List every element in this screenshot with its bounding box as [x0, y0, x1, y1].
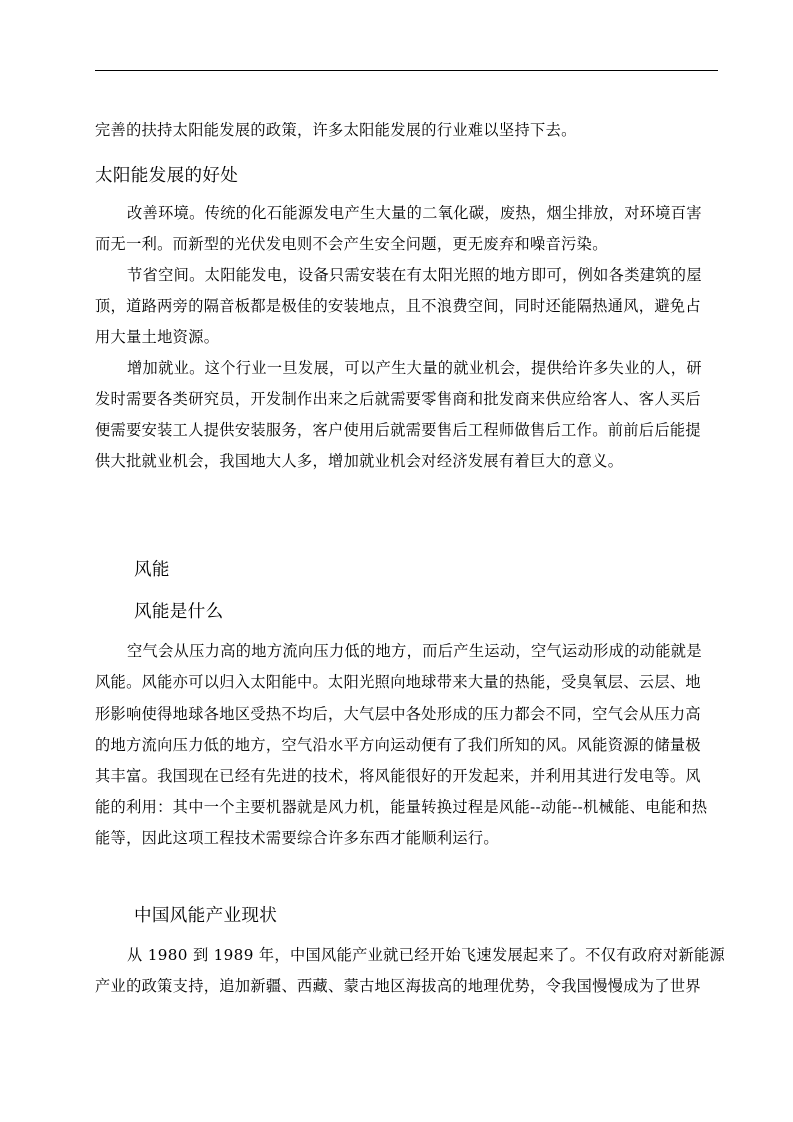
paragraph-line: 能等，因此这项工程技术需要综合许多东西才能顺利运行。: [95, 829, 499, 847]
section-heading-wind: 风能: [134, 560, 170, 580]
paragraph-line: 而无一利。而新型的光伏发电则不会产生安全问题，更无废弃和噪音污染。: [95, 235, 608, 253]
paragraph-line: 的地方流向压力低的地方，空气沿水平方向运动便有了我们所知的风。风能资源的储量极: [95, 736, 701, 754]
paragraph-line: 能的利用：其中一个主要机器就是风力机，能量转换过程是风能--动能--机械能、电能和热: [95, 798, 708, 816]
section-heading-china-wind: 中国风能产业现状: [134, 906, 278, 926]
paragraph-line: 供大批就业机会，我国地大人多，增加就业机会对经济发展有着巨大的意义。: [95, 452, 624, 470]
paragraph-line: 发时需要各类研究员，开发制作出来之后就需要零售商和批发商来供应给客人、客人买后: [95, 390, 701, 408]
paragraph-line: 节省空间。太阳能发电，设备只需安装在有太阳光照的地方即可，例如各类建筑的屋: [127, 266, 702, 284]
continuation-line: 完善的扶持太阳能发展的政策，许多太阳能发展的行业难以坚持下去。: [95, 121, 577, 139]
paragraph-line: 风能。风能亦可以归入太阳能中。太阳光照向地球带来大量的热能，受臭氧层、云层、地: [95, 673, 701, 691]
paragraph-line: 便需要安装工人提供安装服务，客户使用后就需要售后工程师做售后工作。前前后后能提: [95, 421, 701, 439]
paragraph-line: 空气会从压力高的地方流向压力低的地方，而后产生运动，空气运动形成的动能就是: [127, 642, 702, 660]
paragraph-line: 其丰富。我国现在已经有先进的技术，将风能很好的开发起来，并利用其进行发电等。风: [95, 767, 701, 785]
paragraph-line: 改善环境。传统的化石能源发电产生大量的二氧化碳，废热，烟尘排放，对环境百害: [127, 204, 702, 222]
paragraph-line: 增加就业。这个行业一旦发展，可以产生大量的就业机会，提供给许多失业的人，研: [127, 359, 702, 377]
paragraph-line: 形影响使得地球各地区受热不均后，大气层中各处形成的压力都会不同，空气会从压力高: [95, 705, 701, 723]
header-rule: [95, 70, 718, 71]
paragraph-line: 产业的政策支持，追加新疆、西藏、蒙古地区海拔高的地理优势，令我国慢慢成为了世界: [95, 977, 701, 995]
paragraph-line: 顶，道路两旁的隔音板都是极佳的安装地点，且不浪费空间，同时还能隔热通风，避免占: [95, 297, 701, 315]
paragraph-line: 从 1980 到 1989 年，中国风能产业就已经开始飞速发展起来了。不仅有政府对新能源: [127, 946, 726, 964]
section-heading-solar-benefits: 太阳能发展的好处: [95, 166, 239, 186]
subheading-what-is-wind-energy: 风能是什么: [134, 602, 224, 622]
paragraph-line: 用大量土地资源。: [95, 328, 220, 346]
